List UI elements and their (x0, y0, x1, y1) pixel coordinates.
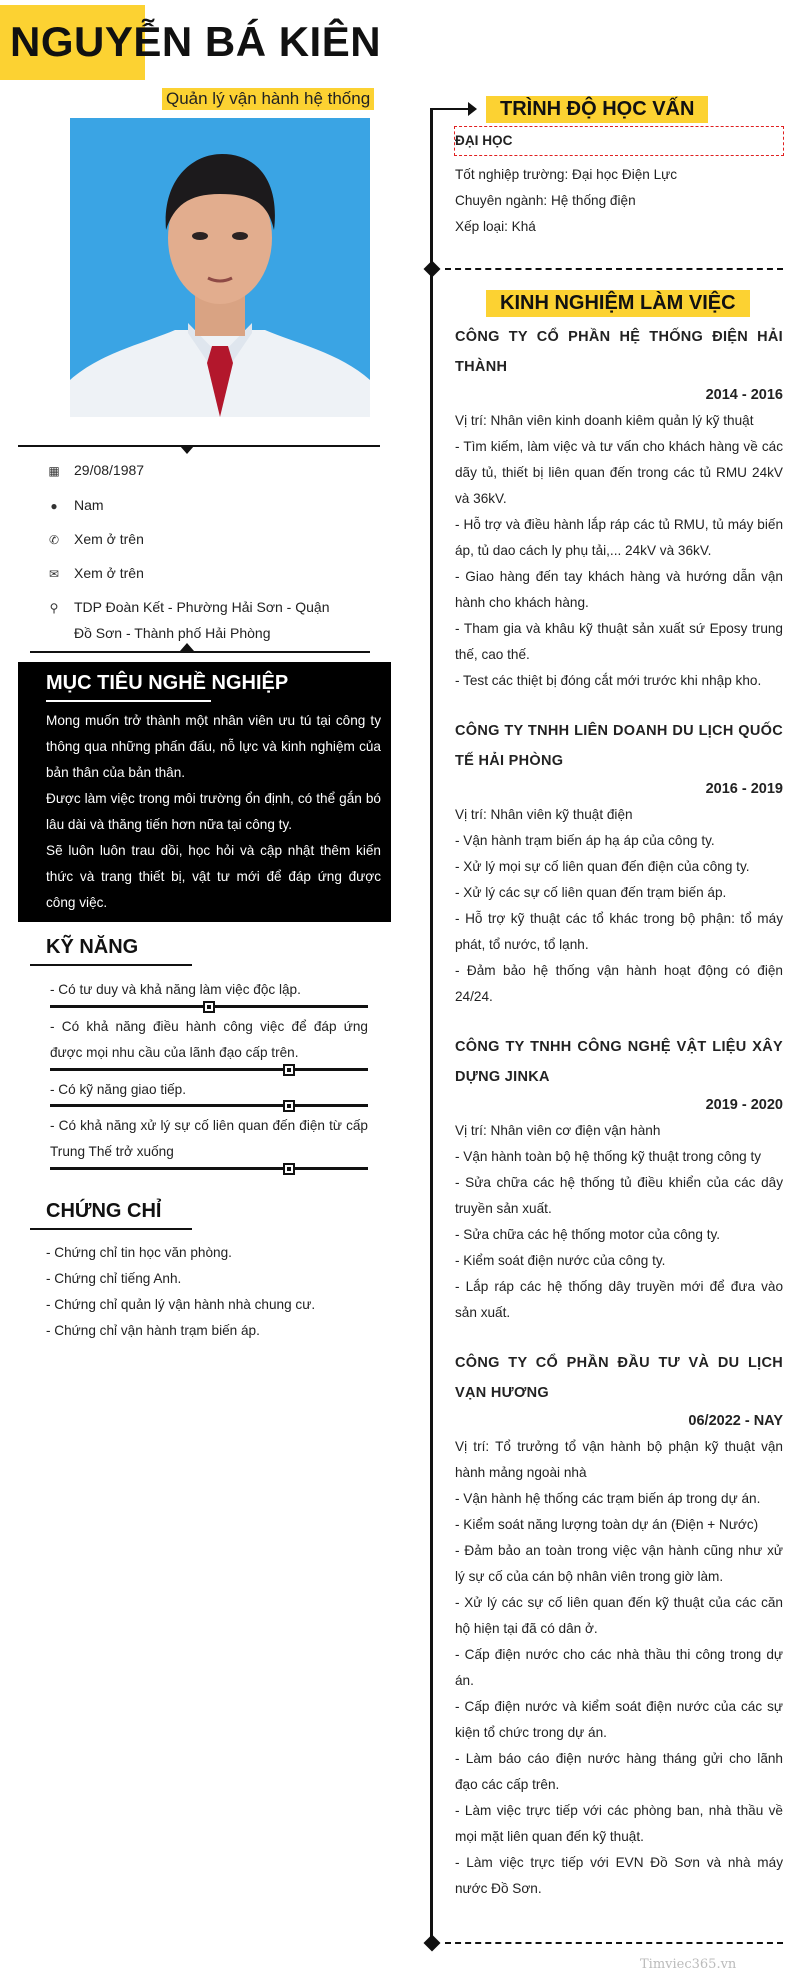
education-level: ĐẠI HỌC (455, 133, 513, 148)
skill-level-marker (203, 1001, 215, 1013)
job-detail: - Xử lý các sự cố liên quan đến trạm biến áp. (455, 885, 727, 900)
birthdate: 29/08/1987 (74, 462, 145, 478)
job-period: 06/2022 - NAY (688, 1413, 783, 1429)
phone: Xem ở trên (74, 531, 144, 547)
address-row (46, 594, 344, 646)
job-detail: - Đảm bảo an toàn trong việc vận hành cũng như xử lý sự cố của cán bộ nhân viên trong giờ làm. (455, 1543, 783, 1584)
job-detail: - Đảm bảo hệ thống vận hành hoạt động có điện 24/24. (455, 963, 783, 1004)
company-name: CÔNG TY TNHH LIÊN DOANH DU LỊCH QUỐC TẾ HẢI PHÒNG (455, 723, 783, 769)
skill-item: - Có khả năng xử lý sự cố liên quan đến điện từ cấp Trung Thế trở xuống (50, 1118, 368, 1159)
phone-row (46, 526, 344, 553)
certificate-item: - Chứng chỉ tiếng Anh. (46, 1271, 182, 1286)
job-detail: Vị trí: Nhân viên kinh doanh kiêm quản lý kỹ thuật (455, 413, 754, 428)
job-detail: - Vận hành hệ thống các trạm biến áp trong dự án. (455, 1491, 761, 1506)
job-detail: - Cấp điện nước cho các nhà thầu thi công trong dự án. (455, 1647, 783, 1688)
company-name: CÔNG TY TNHH CÔNG NGHỆ VẬT LIỆU XÂY DỰNG JINKA (455, 1039, 783, 1085)
job-detail: Vị trí: Tổ trưởng tổ vận hành bộ phận kỹ thuật vận hành mảng ngoài nhà (455, 1439, 783, 1480)
career-goal-section (18, 662, 391, 922)
job-detail: - Cấp điện nước và kiểm soát điện nước của các sự kiện tổ chức trong dự án. (455, 1699, 783, 1740)
skill-level-bar (50, 1104, 368, 1107)
section-divider (445, 268, 783, 270)
job-detail: - Sửa chữa các hệ thống motor của công ty. (455, 1227, 721, 1242)
job-detail: - Làm báo cáo điện nước hàng tháng gửi cho lãnh đạo các cấp trên. (455, 1751, 783, 1792)
company-name: CÔNG TY CỔ PHẦN ĐẦU TƯ VÀ DU LỊCH VẠN HƯƠNG (455, 1355, 783, 1401)
candidate-name: NGUYỄN BÁ KIÊN (10, 18, 382, 65)
education-school: Tốt nghiệp trường: Đại học Điện Lực (455, 167, 678, 182)
birthdate-row (46, 457, 344, 484)
job-detail: Vị trí: Nhân viên cơ điện vận hành (455, 1123, 661, 1138)
title-underline (46, 700, 211, 702)
skill-level-bar (50, 1068, 368, 1071)
job-detail: - Kiểm soát điện nước của công ty. (455, 1253, 666, 1268)
skill-item: - Có tư duy và khả năng làm việc độc lập. (50, 982, 301, 997)
education-major: Chuyên ngành: Hệ thống điện (455, 193, 636, 208)
job-entry (455, 1032, 783, 1326)
title-underline (30, 1228, 192, 1230)
calendar-icon: ▦ (48, 464, 60, 478)
job-title: Quản lý vận hành hệ thống (162, 88, 374, 110)
location-pin-icon: ⚲ (49, 601, 59, 615)
gender: Nam (74, 497, 104, 513)
skill-level-marker (283, 1064, 295, 1076)
job-detail: - Hỗ trợ kỹ thuật các tổ khác trong bộ phận: tổ máy phát, tổ nước, tổ lạnh. (455, 911, 783, 952)
job-entry (455, 1348, 783, 1902)
skill-level-bar (50, 1167, 368, 1170)
title-underline (30, 964, 192, 966)
section-divider (445, 1942, 783, 1944)
job-detail: - Giao hàng đến tay khách hàng và hướng dẫn vận hành cho khách hàng. (455, 569, 783, 610)
company-name: CÔNG TY CỔ PHẦN HỆ THỐNG ĐIỆN HẢI THÀNH (455, 329, 783, 375)
timeline-connector (430, 108, 470, 110)
skill-level-bar (50, 1005, 368, 1008)
experience-list (455, 322, 783, 1902)
certificate-item: - Chứng chỉ tin học văn phòng. (46, 1245, 232, 1260)
certificate-item: - Chứng chỉ vận hành trạm biến áp. (46, 1323, 260, 1338)
skills-title: KỸ NĂNG (46, 936, 139, 958)
job-detail: - Test các thiệt bị đóng cắt mới trước khi nhập kho. (455, 673, 762, 688)
skill-item: - Có kỹ năng giao tiếp. (50, 1082, 187, 1097)
divider (30, 651, 370, 653)
job-detail: - Lắp ráp các hệ thống dây truyền mới để đưa vào sản xuất. (455, 1279, 783, 1320)
education-grade: Xếp loại: Khá (455, 219, 536, 234)
job-detail: Vị trí: Nhân viên kỹ thuật điện (455, 807, 633, 822)
job-detail: - Làm việc trực tiếp với các phòng ban, nhà thầu về mọi mặt liên quan đến kỹ thuật. (455, 1803, 783, 1844)
job-period: 2019 - 2020 (705, 1097, 783, 1113)
job-detail: - Vận hành toàn bộ hệ thống kỹ thuật trong công ty (455, 1149, 762, 1164)
job-detail: - Xử lý mọi sự cố liên quan đến điện của công ty. (455, 859, 750, 874)
job-detail: - Sửa chữa các hệ thống tủ điều khiển của các dây truyền sản xuất. (455, 1175, 783, 1216)
divider-arrow-icon (180, 446, 194, 454)
skill-level-marker (283, 1163, 295, 1175)
watermark: Timviec365.vn (640, 1957, 737, 1972)
certificate-item: - Chứng chỉ quản lý vận hành nhà chung cư. (46, 1297, 316, 1312)
timeline-line (430, 110, 433, 1945)
career-goal-title: MỤC TIÊU NGHỀ NGHIỆP (46, 672, 289, 694)
email: Xem ở trên (74, 565, 144, 581)
profile-photo (70, 118, 370, 417)
career-goal-text: Mong muốn trở thành một nhân viên ưu tú tại công ty thông qua những phấn đấu, nỗ lực và kinh nghiệm của bản thân của bản thân. Được làm việc trong môi trường ổn định, có thể gắn bó lâu dài và thăng tiến hơn nữa tại công ty. Sẽ luôn luôn trau dồi, học hỏi và cập nhật thêm kiến thức và trang thiết bị, vật tư mới để đáp ứng được công việc. (46, 713, 381, 910)
email-icon: ✉ (48, 567, 60, 581)
timeline-diamond-icon (424, 1935, 441, 1952)
skill-item: - Có khả năng điều hành công việc để đáp ứng được mọi nhu cầu của lãnh đạo cấp trên. (50, 1019, 368, 1060)
experience-title: KINH NGHIỆM LÀM VIỆC (490, 290, 746, 317)
job-detail: - Làm việc trực tiếp với EVN Đồ Sơn và nhà máy nước Đồ Sơn. (455, 1855, 783, 1896)
user-icon: ● (50, 499, 58, 513)
email-row (46, 560, 344, 587)
divider (18, 445, 380, 447)
job-period: 2014 - 2016 (705, 387, 783, 403)
timeline-arrow-icon (468, 102, 477, 116)
certificates-title: CHỨNG CHỈ (46, 1200, 162, 1222)
job-entry (455, 716, 783, 1010)
job-period: 2016 - 2019 (705, 781, 783, 797)
job-detail: - Xử lý các sự cố liên quan đến kỹ thuật của các căn hộ hiện tại đã có dân ở. (455, 1595, 783, 1636)
job-detail: - Kiểm soát năng lượng toàn dự án (Điện + Nước) (455, 1517, 759, 1532)
job-detail: - Tham gia và khâu kỹ thuật sản xuất sứ Eposy trung thế, cao thế. (455, 621, 783, 662)
job-detail: - Vận hành trạm biến áp hạ áp của công ty. (455, 833, 715, 848)
timeline-diamond-icon (424, 261, 441, 278)
job-entry (455, 322, 783, 694)
phone-icon: ✆ (48, 533, 60, 547)
gender-row (46, 492, 344, 519)
skill-level-marker (283, 1100, 295, 1112)
job-detail: - Tìm kiếm, làm việc và tư vấn cho khách hàng về các dãy tủ, thiết bị liên quan đến trong các tủ RMU 24kV và 36kV. (455, 439, 783, 506)
job-detail: - Hỗ trợ và điều hành lắp ráp các tủ RMU, tủ máy biến áp, tủ dao cách ly phụ tải,... 24kV và 36kV. (455, 517, 783, 558)
address: TDP Đoàn Kết - Phường Hải Sơn - Quận Đồ Sơn - Thành phố Hải Phòng (74, 599, 330, 641)
education-title: TRÌNH ĐỘ HỌC VẤN (490, 96, 704, 123)
divider-arrow-icon (180, 643, 194, 651)
